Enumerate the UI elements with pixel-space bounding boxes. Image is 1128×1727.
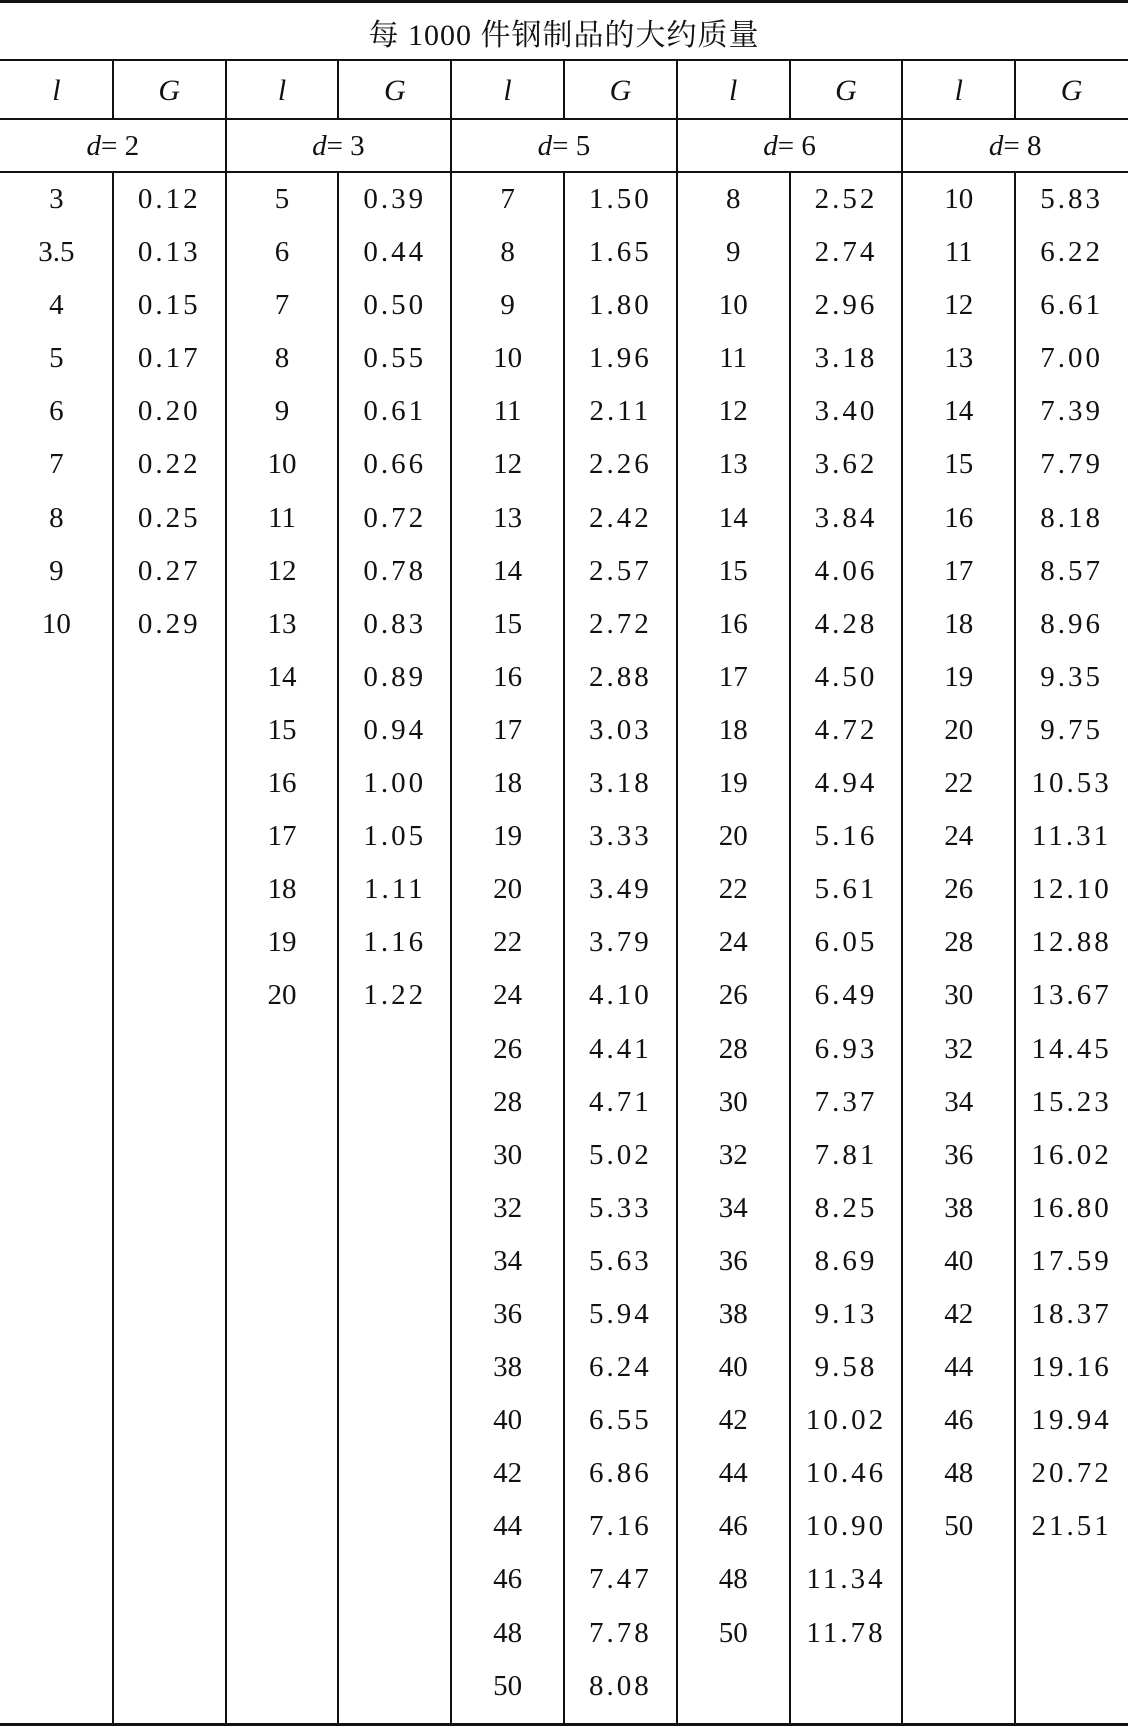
weight-cell: 17.59 [1031,1244,1112,1277]
length-cell: 48 [493,1616,523,1649]
length-cell: 16 [267,767,297,800]
length-cell: 6 [274,236,290,269]
weight-cell: 3.49 [589,873,652,906]
weight-cell: 4.10 [589,979,652,1012]
length-column [0,173,113,651]
weight-cell: 21.51 [1031,1510,1112,1543]
diameter-symbol: d [537,129,553,162]
length-cell: 5 [274,183,290,215]
diameter-label [451,121,677,171]
weight-cell: 0.89 [363,660,427,693]
length-cell: 18 [267,873,297,906]
header-weight: G [835,73,857,107]
length-cell: 13 [718,448,748,481]
length-cell: 36 [944,1138,974,1171]
weight-cell: 0.39 [363,183,427,215]
length-cell: 10 [267,448,297,481]
header-weight: G [609,73,632,107]
length-cell: 19 [718,767,748,800]
length-cell: 22 [493,926,523,959]
weight-cell: 2.57 [589,554,652,587]
length-cell: 38 [718,1297,748,1330]
length-cell: 18 [493,767,523,800]
length-cell: 30 [493,1138,523,1171]
diameter-label [677,121,903,171]
weight-cell: 0.29 [137,607,201,640]
diameter-value: = 5 [552,129,591,162]
weight-cell: 4.41 [589,1032,652,1065]
length-cell: 6 [49,395,64,428]
length-cell: 22 [718,873,748,906]
weight-cell: 10.90 [805,1510,887,1543]
length-cell: 11 [268,501,296,534]
weight-cell: 8.25 [814,1191,878,1224]
length-cell: 15 [493,607,523,640]
length-cell: 16 [493,660,523,693]
weight-cell: 3.79 [589,926,652,959]
length-cell: 20 [493,873,523,906]
length-cell: 40 [718,1351,748,1384]
length-cell: 17 [267,820,297,853]
weight-cell: 16.02 [1031,1138,1112,1171]
weight-cell: 4.28 [814,607,878,640]
length-cell: 14 [493,554,523,587]
weight-cell: 4.50 [814,660,878,693]
weight-cell: 2.52 [814,183,878,215]
weight-cell: 8.08 [589,1669,652,1702]
length-cell: 28 [493,1085,523,1118]
length-cell: 44 [718,1457,748,1490]
length-cell: 46 [944,1404,974,1437]
length-cell: 36 [493,1297,523,1330]
weight-cell: 0.50 [363,289,427,322]
weight-cell: 5.61 [814,873,878,906]
length-cell: 17 [718,660,748,693]
length-cell: 12 [493,448,523,481]
weight-cell: 6.05 [814,926,878,959]
length-cell: 15 [718,554,748,587]
weight-cell: 8.57 [1040,554,1103,587]
length-cell: 11 [944,236,973,269]
weight-cell: 6.22 [1040,236,1103,269]
weight-cell: 5.83 [1040,183,1103,215]
length-cell: 22 [944,767,974,800]
length-cell: 24 [718,926,748,959]
bottom-rule [0,1723,1128,1726]
diameter-symbol: d [86,129,101,162]
length-cell: 44 [944,1351,974,1384]
weight-cell: 0.13 [137,236,201,269]
length-cell: 19 [944,660,974,693]
weight-cell: 13.67 [1031,979,1112,1012]
length-cell: 46 [718,1510,748,1543]
length-cell: 50 [944,1510,974,1543]
length-cell: 36 [718,1244,748,1277]
diameter-value: = 2 [100,129,140,162]
weight-cell: 11.34 [806,1563,886,1596]
diameter-label [0,121,226,171]
length-cell: 46 [493,1563,523,1596]
weight-column [1015,173,1128,1553]
weight-column [113,173,226,651]
weight-cell: 9.58 [814,1351,878,1384]
weight-cell: 20.72 [1031,1457,1112,1490]
length-cell: 12 [267,554,297,587]
length-cell: 8 [725,183,741,215]
weight-cell: 14.45 [1031,1032,1112,1065]
length-cell: 32 [718,1138,748,1171]
length-cell: 28 [944,926,974,959]
length-cell: 3.5 [38,236,75,269]
header-weight: G [383,73,406,107]
length-cell: 34 [944,1085,974,1118]
length-cell: 10 [944,183,974,215]
length-cell: 30 [718,1085,748,1118]
length-cell: 7 [500,183,515,215]
weight-cell: 12.10 [1031,873,1112,906]
weight-cell: 2.42 [589,501,652,534]
diameter-symbol: d [312,129,327,162]
weight-cell: 16.80 [1031,1191,1112,1224]
length-cell: 10 [41,607,71,640]
weight-cell: 2.74 [814,236,878,269]
length-cell: 17 [493,713,523,746]
length-cell: 19 [267,926,297,959]
weight-cell: 0.25 [137,501,201,534]
weight-cell: 3.18 [589,767,652,800]
length-cell: 20 [944,713,974,746]
length-cell: 42 [944,1297,974,1330]
length-column [451,173,564,1713]
weight-cell: 4.72 [814,713,878,746]
weight-cell: 8.18 [1040,501,1103,534]
length-cell: 40 [944,1244,974,1277]
header-length: l [52,73,61,107]
length-column [226,173,339,1023]
weight-cell: 3.84 [814,501,878,534]
weight-cell: 7.78 [589,1616,652,1649]
weight-cell: 7.37 [814,1085,878,1118]
weight-cell: 1.65 [589,236,652,269]
length-cell: 50 [493,1669,523,1702]
length-cell: 38 [493,1351,523,1384]
weight-cell: 1.22 [363,979,427,1012]
length-cell: 12 [944,289,974,322]
length-cell: 14 [944,395,974,428]
weight-cell: 7.47 [589,1563,652,1596]
length-cell: 19 [493,820,523,853]
diameter-label [902,121,1128,171]
length-cell: 9 [725,236,741,269]
weight-cell: 5.02 [589,1138,652,1171]
length-cell: 44 [493,1510,523,1543]
weight-cell: 6.86 [589,1457,652,1490]
diameter-value: = 8 [1003,129,1042,162]
diameter-symbol: d [988,129,1004,162]
length-cell: 32 [493,1191,523,1224]
length-cell: 14 [267,660,297,693]
weight-cell: 1.96 [589,342,652,375]
weight-cell: 0.27 [137,554,201,587]
weight-cell: 1.05 [363,820,427,853]
weight-column [338,173,451,1023]
weight-cell: 6.55 [589,1404,652,1437]
length-cell: 32 [944,1032,974,1065]
weight-cell: 7.16 [589,1510,652,1543]
weight-cell: 4.94 [814,767,878,800]
length-cell: 26 [944,873,974,906]
length-cell: 5 [49,342,64,375]
length-cell: 8 [49,501,64,534]
length-cell: 15 [267,713,297,746]
weight-cell: 3.62 [814,448,878,481]
weight-cell: 2.11 [589,395,652,428]
length-cell: 9 [274,395,290,428]
weight-cell: 0.78 [363,554,427,587]
weight-cell: 9.13 [814,1297,878,1330]
weight-cell: 2.96 [814,289,878,322]
weight-cell: 11.31 [1031,820,1112,853]
weight-cell: 0.83 [363,607,427,640]
weight-cell: 7.00 [1040,342,1103,375]
weight-cell: 5.63 [589,1244,652,1277]
length-cell: 8 [274,342,290,375]
diameter-symbol: d [763,129,778,162]
header-length: l [503,73,512,107]
length-cell: 4 [49,289,64,322]
weight-cell: 1.11 [363,873,426,906]
weight-cell: 0.17 [137,342,201,375]
length-cell: 24 [493,979,523,1012]
length-cell: 9 [49,554,64,587]
length-cell: 16 [944,501,974,534]
weight-cell: 3.40 [814,395,878,428]
weight-cell: 6.49 [814,979,878,1012]
header-length: l [729,73,738,107]
weight-cell: 5.33 [589,1191,652,1224]
weight-cell: 8.96 [1040,607,1103,640]
weight-cell: 0.20 [137,395,201,428]
header-weight: G [1060,73,1083,107]
header-weight: G [158,73,181,107]
weight-cell: 19.16 [1031,1351,1112,1384]
weight-cell: 12.88 [1031,926,1112,959]
weight-column [564,173,677,1713]
weight-cell: 3.33 [589,820,652,853]
weight-cell: 7.81 [814,1138,878,1171]
length-cell: 12 [718,395,748,428]
length-cell: 34 [493,1244,523,1277]
weight-cell: 0.22 [137,448,201,481]
weight-cell: 0.55 [363,342,427,375]
length-cell: 26 [493,1032,523,1065]
weight-cell: 6.61 [1040,289,1103,322]
weight-cell: 10.53 [1031,767,1112,800]
weight-cell: 5.16 [814,820,878,853]
length-cell: 10 [718,289,748,322]
diameter-label [226,121,452,171]
length-column [902,173,1015,1553]
weight-cell: 9.75 [1040,713,1103,746]
length-cell: 13 [493,501,523,534]
length-cell: 40 [493,1404,523,1437]
weight-cell: 18.37 [1031,1297,1112,1330]
weight-cell: 4.06 [814,554,878,587]
weight-cell: 3.03 [589,713,652,746]
weight-cell: 0.12 [137,183,201,215]
length-cell: 48 [944,1457,974,1490]
length-cell: 26 [718,979,748,1012]
length-cell: 38 [944,1191,974,1224]
length-cell: 20 [718,820,748,853]
weight-cell: 4.71 [589,1085,652,1118]
length-cell: 14 [718,501,748,534]
weight-cell: 0.94 [363,713,427,746]
weight-cell: 0.66 [363,448,427,481]
weight-cell: 2.26 [589,448,652,481]
weight-cell: 0.44 [363,236,427,269]
weight-cell: 1.50 [589,183,652,215]
length-cell: 9 [500,289,515,322]
header-length: l [277,73,287,107]
length-cell: 13 [267,607,297,640]
length-cell: 48 [718,1563,748,1596]
weight-cell: 15.23 [1031,1085,1112,1118]
length-cell: 20 [267,979,297,1012]
weight-cell: 10.02 [805,1404,887,1437]
length-cell: 7 [274,289,290,322]
length-cell: 11 [493,395,522,428]
length-cell: 34 [718,1191,748,1224]
weight-cell: 19.94 [1031,1404,1112,1437]
length-cell: 15 [944,448,974,481]
weight-cell: 9.35 [1040,660,1103,693]
weight-cell: 6.93 [814,1032,878,1065]
weight-cell: 2.88 [589,660,652,693]
length-cell: 28 [718,1032,748,1065]
length-cell: 16 [718,607,748,640]
weight-cell: 3.18 [814,342,878,375]
weight-cell: 8.69 [814,1244,878,1277]
diameter-value: = 3 [326,129,365,162]
length-cell: 42 [493,1457,523,1490]
weight-cell: 1.16 [363,926,427,959]
weight-cell: 1.80 [589,289,652,322]
length-cell: 18 [944,607,974,640]
length-cell: 10 [493,342,523,375]
weight-cell: 6.24 [589,1351,652,1384]
diameter-value: = 6 [777,129,816,162]
length-cell: 18 [718,713,748,746]
weight-column [790,173,903,1660]
length-cell: 30 [944,979,974,1012]
weight-cell: 10.46 [805,1457,887,1490]
length-cell: 42 [718,1404,748,1437]
header-length: l [954,73,963,107]
weight-cell: 0.15 [137,289,201,322]
length-cell: 24 [944,820,974,853]
weight-cell: 7.79 [1040,448,1103,481]
length-column [677,173,790,1660]
weight-cell: 2.72 [589,607,652,640]
length-cell: 7 [49,448,64,481]
weight-cell: 5.94 [589,1297,652,1330]
weight-cell: 7.39 [1040,395,1103,428]
length-cell: 11 [719,342,748,375]
weight-cell: 0.72 [363,501,427,534]
length-cell: 50 [718,1616,748,1649]
length-cell: 8 [500,236,515,269]
weight-cell: 1.00 [363,767,427,800]
table-title: 每 1000 件钢制品的大约质量 [368,18,760,52]
length-cell: 13 [944,342,974,375]
weight-cell: 11.78 [806,1616,886,1649]
length-cell: 3 [49,183,64,215]
weight-cell: 0.61 [363,395,427,428]
length-cell: 17 [944,554,974,587]
